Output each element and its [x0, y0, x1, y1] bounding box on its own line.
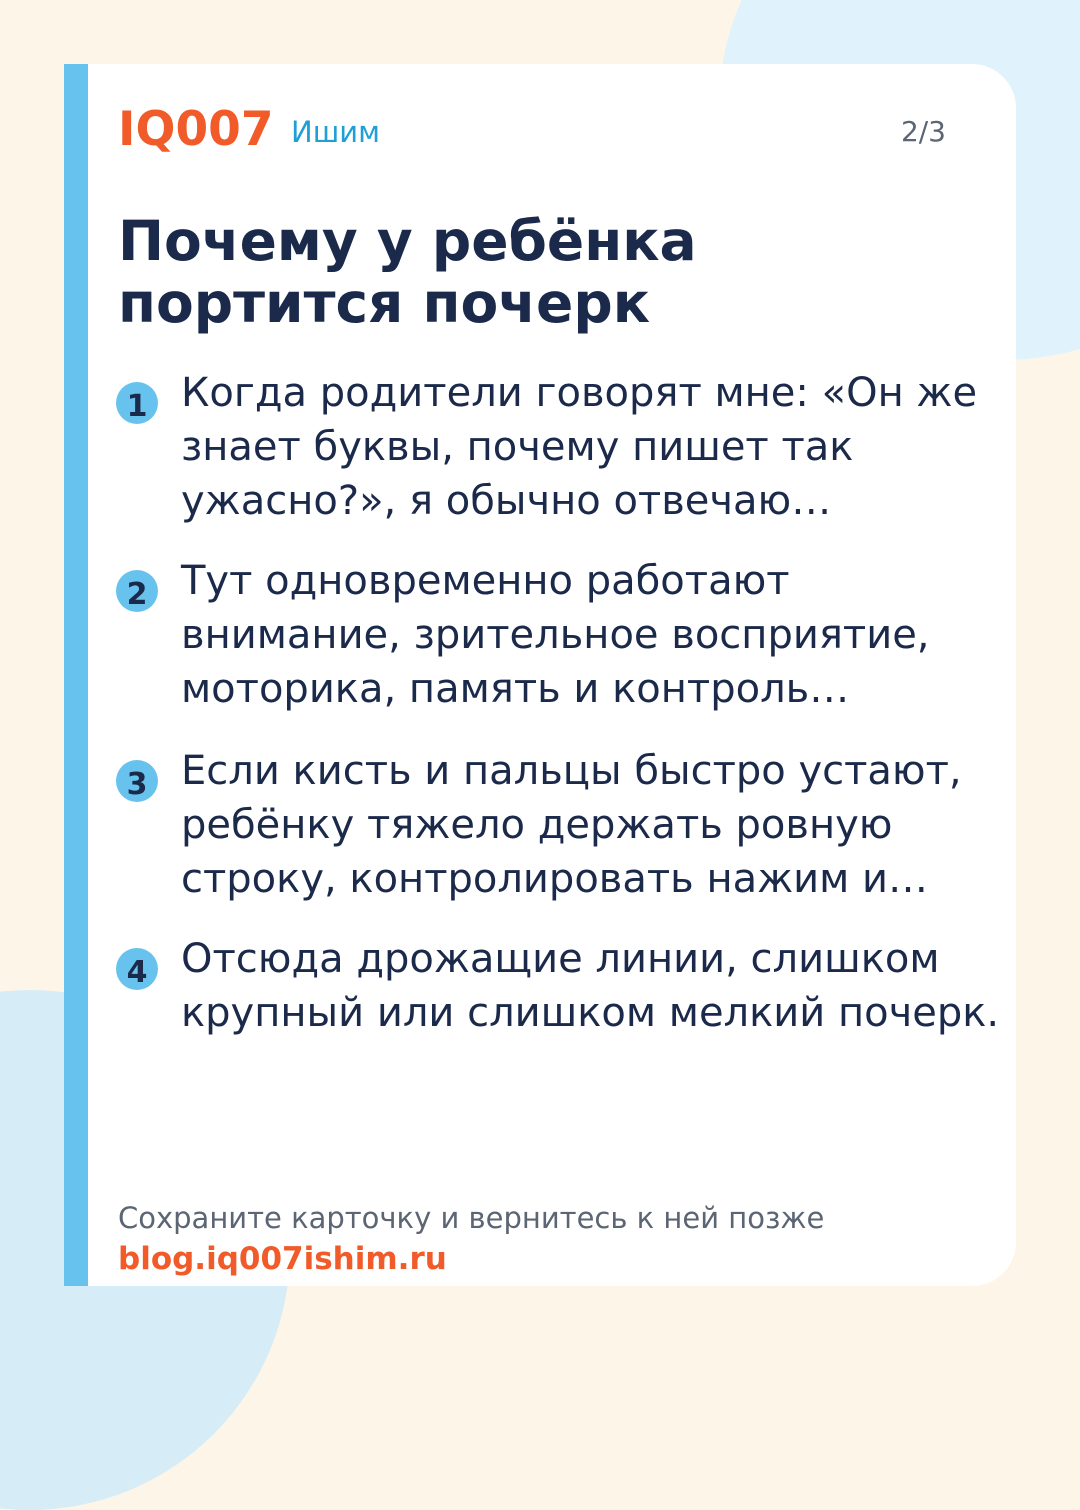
content-card — [64, 64, 1016, 1286]
item-text: Тут одновременно работают внимание, зрительное восприятие, моторика, память и контроль… — [181, 558, 930, 712]
item-number-badge: 3 — [116, 760, 158, 802]
item-number-badge: 4 — [116, 948, 158, 990]
item-number-badge: 1 — [116, 382, 158, 424]
item-number-badge: 2 — [116, 570, 158, 612]
footer-save-note: Сохраните карточку и вернитесь к ней позже — [118, 1201, 825, 1235]
footer-url-link[interactable]: blog.iq007ishim.ru — [118, 1241, 447, 1277]
card-accent-stripe — [64, 64, 88, 1286]
item-text: Отсюда дрожащие линии, слишком крупный или слишком мелкий почерк. — [181, 936, 1000, 1036]
card-title: Почему у ребёнка портится почерк — [118, 209, 697, 335]
item-text: Если кисть и пальцы быстро устают, ребёнку тяжело держать ровную строку, контролировать нажим и… — [181, 748, 962, 902]
page-counter: 2/3 — [900, 115, 946, 148]
city-label: Ишим — [291, 115, 380, 149]
brand-logo: IQ007 — [118, 102, 274, 157]
item-text: Когда родители говорят мне: «Он же знает буквы, почему пишет так ужасно?», я обычно отвечаю… — [181, 370, 978, 524]
